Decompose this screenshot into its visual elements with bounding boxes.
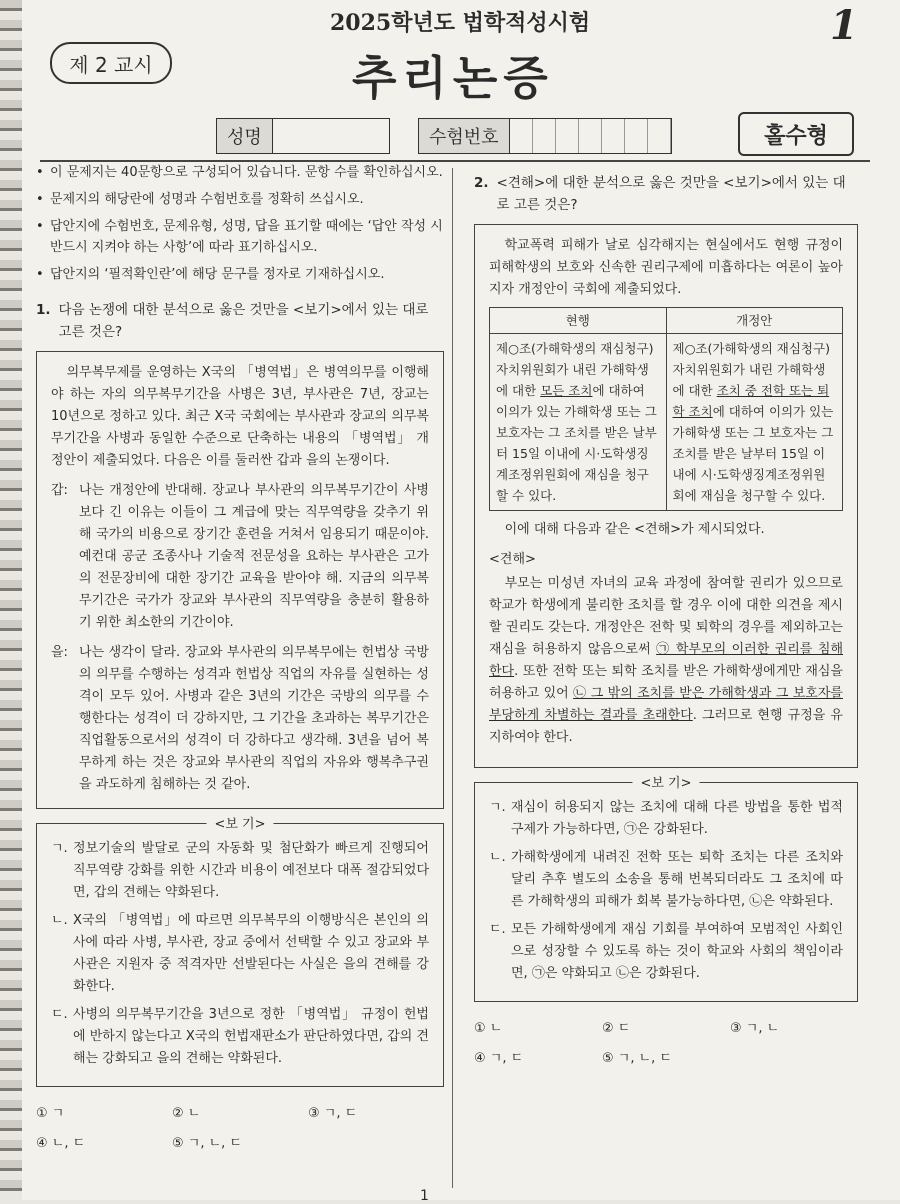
id-cell[interactable] [648, 119, 671, 153]
question-1-passage [36, 351, 444, 809]
question-number: 1. [36, 302, 51, 318]
comparison-table [489, 307, 843, 511]
answer-choice[interactable]: ② ㄴ [172, 1106, 201, 1121]
bogi-text: X국의 「병역법」에 따르면 의무복무의 이행방식은 본인의 의사에 따라 사병, 부사관, 장교 중에서 선택할 수 있고 장교와 부사관은 지원자 중 적격자만 선발된다는 사실은 을의 견해를 강화한다. [73, 913, 429, 994]
opinion-part: . 또한 전학 또는 퇴학 조치를 받은 가해학생에게만 재심을 허용하고 있어 [489, 664, 843, 701]
opinion-part: 부모는 미성년 자녀의 교육 과정에 참여할 권리가 있으므로 학교가 학생에게 불리한 조치를 할 경우 이에 대한 의견을 제시할 권리도 갖는다. 개정안은 전학 및 퇴학의 경우를 제외하고는 재심을 허용하지 않음으로써 [489, 576, 843, 657]
bogi-mark: ㄱ. [489, 800, 506, 815]
amend-rule-cell [666, 334, 843, 511]
bogi-label: <보 기> [632, 773, 699, 795]
period-badge: 제 2 교시 [50, 42, 172, 84]
bogi-mark: ㄴ. [51, 913, 68, 928]
speaker-text: 나는 개정안에 반대해. 장교나 부사관의 의무복무기간이 사병보다 긴 이유는 이들이 그 계급에 맞는 직무역량을 갖추기 위해 국가의 비용으로 장기간 훈련을 거쳐서 임용되기 때문이야. 예컨대 공군 조종사나 기술적 전문성을 요하는 부사관은 고가의 전문장비에 대한 장기간 교육을 받아야 해. 지금의 의무복무기간은 국가가 장교와 부사관의 직무역량을 충분히 활용하기 위한 최소한의 기간이야. [79, 483, 429, 630]
amend-rule-text: 에 대하여 이의가 있는 가해학생 또는 그 보호자는 그 조치를 받은 날부터 15일 이내에 시·도학생징계조정위원회에 재심을 청구할 수 있다. [672, 404, 834, 503]
bogi-mark: ㄷ. [51, 1007, 68, 1022]
exam-id-label: 수험번호 [419, 119, 510, 153]
exam-year-title: 2025학년도 법학적성시험 [330, 10, 591, 36]
id-cell[interactable] [625, 119, 648, 153]
exam-id-field[interactable] [418, 118, 672, 154]
question-2-bogi [474, 776, 858, 1002]
speaker-tag: 을: [51, 645, 68, 660]
bogi-item [489, 919, 843, 985]
question-1-title [36, 299, 444, 343]
passage-intro: 의무복무제를 운영하는 X국의 「병역법」은 병역의무를 이행해야 하는 자의 의무복무기간을 사병은 3년, 부사관은 7년, 장교는 10년으로 정하고 있다. 최근 X국 국회에는 부사관과 장교의 의무복무기간을 사병과 동일한 수준으로 단축하는 내용의 「병역법」 개정안이 제출되었다. 다음은 이를 둘러싼 갑과 을의 논쟁이다. [51, 365, 429, 468]
note-item: • 문제지의 해당란에 성명과 수험번호를 정확히 쓰십시오. [36, 189, 444, 210]
id-cell[interactable] [510, 119, 533, 153]
speaker-gap [51, 480, 429, 634]
question-2-choices [474, 1018, 858, 1070]
column-divider [452, 168, 453, 1188]
current-rule-text: 제○조(가해학생의 재심청구) 자치위원회가 내린 가해학생에 대한 [496, 341, 654, 398]
answer-choice[interactable]: ③ ㄱ, ㄷ [308, 1106, 358, 1121]
question-prompt: <견해>에 대한 분석으로 옳은 것만을 <보기>에서 있는 대로 고른 것은? [496, 175, 846, 213]
current-rule-text: 에 대하여 이의가 있는 가해학생 또는 그 보호자는 그 조치를 받은 날부터 15일 이내에 시·도학생징계조정위원회에 재심을 청구할 수 있다. [496, 383, 657, 503]
note-item: • 이 문제지는 40문항으로 구성되어 있습니다. 문항 수를 확인하십시오. [36, 162, 444, 183]
answer-choice[interactable]: ⑤ ㄱ, ㄴ, ㄷ [602, 1051, 672, 1066]
opinion-underline-1: ㉠ 학부모의 이러한 권리를 침해한다 [489, 642, 844, 679]
bogi-item [489, 847, 843, 913]
left-column [36, 152, 444, 1155]
question-number: 2. [474, 175, 489, 191]
passage-intro: 학교폭력 피해가 날로 심각해지는 현실에서도 현행 규정이 피해학생의 보호와 신속한 권리구제에 미흡하다는 여론이 높아지자 개정안이 국회에 제출되었다. [489, 238, 843, 297]
speaker-eul [51, 642, 429, 796]
question-prompt: 다음 논쟁에 대한 분석으로 옳은 것만을 <보기>에서 있는 대로 고른 것은? [58, 302, 429, 340]
id-cell[interactable] [579, 119, 602, 153]
current-rule-cell [490, 334, 667, 511]
opinion-part: . 그러므로 현행 규정을 유지하여야 한다. [489, 708, 843, 745]
bogi-text: 모든 가해학생에게 재심 기회를 부여하여 모범적인 사회인으로 성장할 수 있도록 하는 것이 학교와 사회의 책임이라면, ㉠은 약화되고 ㉡은 강화된다. [511, 922, 843, 981]
bogi-mark: ㄴ. [489, 850, 506, 865]
question-2-passage [474, 224, 858, 768]
bogi-item [51, 838, 429, 904]
subject-title: 추리논증 [352, 51, 554, 105]
speaker-text: 나는 생각이 달라. 장교와 부사관의 의무복무에는 헌법상 국방의 의무를 수행하는 성격과 헌법상 직업의 자유를 실현하는 성격이 모두 있어. 사병과 같은 3년의 기간은 국방의 의무를 수행한다는 성격이 더 강하지만, 그 기간을 초과하는 복무기간은 직업활동으로서의 성격이 더 강하다고 생각해. 3년을 넘어 복무하게 하는 것은 장교와 부사관의 직업의 자유와 행복추구권을 과도하게 침해하는 것 같아. [79, 645, 429, 792]
bogi-text: 가해학생에게 내려진 전학 또는 퇴학 조치는 다른 조치와 달리 추후 별도의 소송을 통해 번복되더라도 그 조치에 따른 가해학생의 피해가 회복 불가능하다면, ㉡은 약화된다. [511, 850, 843, 909]
bogi-label: <보 기> [206, 814, 273, 836]
bogi-text: 사병의 의무복무기간을 3년으로 정한 「병역법」 규정이 헌법에 반하지 않는다고 X국의 헌법재판소가 판단하였다면, 갑의 견해는 강화되고 을의 견해는 약화된다. [73, 1007, 429, 1066]
after-table-text: 이에 대해 다음과 같은 <견해>가 제시되었다. [504, 522, 765, 537]
exam-notes [36, 162, 444, 285]
note-item: • 답안지의 ‘필적확인란’에 해당 문구를 정자로 기재하십시오. [36, 264, 444, 285]
spiral-binding [0, 0, 22, 1200]
answer-choice[interactable]: ⑤ ㄱ, ㄴ, ㄷ [172, 1136, 242, 1151]
id-cell[interactable] [533, 119, 556, 153]
footer-page-number: 1 [420, 1188, 429, 1204]
bogi-item [489, 797, 843, 841]
current-rule-underline: 모든 조치 [540, 383, 593, 398]
table-head-amend: 개정안 [666, 308, 843, 334]
name-field[interactable] [216, 118, 390, 154]
name-blank[interactable] [273, 119, 389, 153]
question-2-title [474, 172, 858, 216]
speaker-tag: 갑: [51, 483, 68, 498]
id-cell[interactable] [602, 119, 625, 153]
booklet-type-badge: 홀수형 [738, 112, 854, 156]
opinion-heading: <견해> [489, 552, 536, 567]
answer-choice[interactable]: ① ㄴ [474, 1021, 503, 1036]
bogi-text: 재심이 허용되지 않는 조치에 대해 다른 방법을 통한 법적 구제가 가능하다면, ㉠은 강화된다. [511, 800, 843, 837]
amend-rule-text: 제○조(가해학생의 재심청구) 자치위원회가 내린 가해학생에 대한 [672, 341, 830, 398]
note-item: • 답안지에 수험번호, 문제유형, 성명, 답을 표기할 때에는 ‘답안 작성 시 반드시 지켜야 하는 사항’에 따라 표기하십시오. [36, 216, 444, 258]
bogi-item [51, 1004, 429, 1070]
bogi-mark: ㄱ. [51, 841, 68, 856]
right-column [474, 172, 858, 1070]
opinion-underline-2: ㉡ 그 밖의 조치를 받은 가해학생과 그 보호자를 부당하게 차별하는 결과를 초래한다 [489, 686, 843, 723]
answer-choice[interactable]: ① ㄱ [36, 1106, 65, 1121]
id-cell[interactable] [556, 119, 579, 153]
bogi-mark: ㄷ. [489, 922, 506, 937]
table-head-current: 현행 [490, 308, 667, 334]
answer-choice[interactable]: ③ ㄱ, ㄴ [730, 1021, 780, 1036]
question-1-bogi [36, 817, 444, 1087]
opinion-text [489, 573, 843, 749]
bogi-text: 정보기술의 발달로 군의 자동화 및 첨단화가 빠르게 진행되어 직무역량 강화를 위한 시간과 비용이 예전보다 대폭 절감되었다면, 갑의 견해는 약화된다. [73, 841, 429, 900]
answer-choice[interactable]: ④ ㄱ, ㄷ [474, 1051, 524, 1066]
amend-rule-underline: 조치 중 전학 또는 퇴학 조치 [672, 383, 830, 419]
page-number: 1 [830, 2, 858, 49]
name-label: 성명 [217, 119, 273, 153]
question-1-choices [36, 1103, 444, 1155]
answer-choice[interactable]: ② ㄷ [602, 1021, 631, 1036]
bogi-item [51, 910, 429, 998]
answer-choice[interactable]: ④ ㄴ, ㄷ [36, 1136, 86, 1151]
